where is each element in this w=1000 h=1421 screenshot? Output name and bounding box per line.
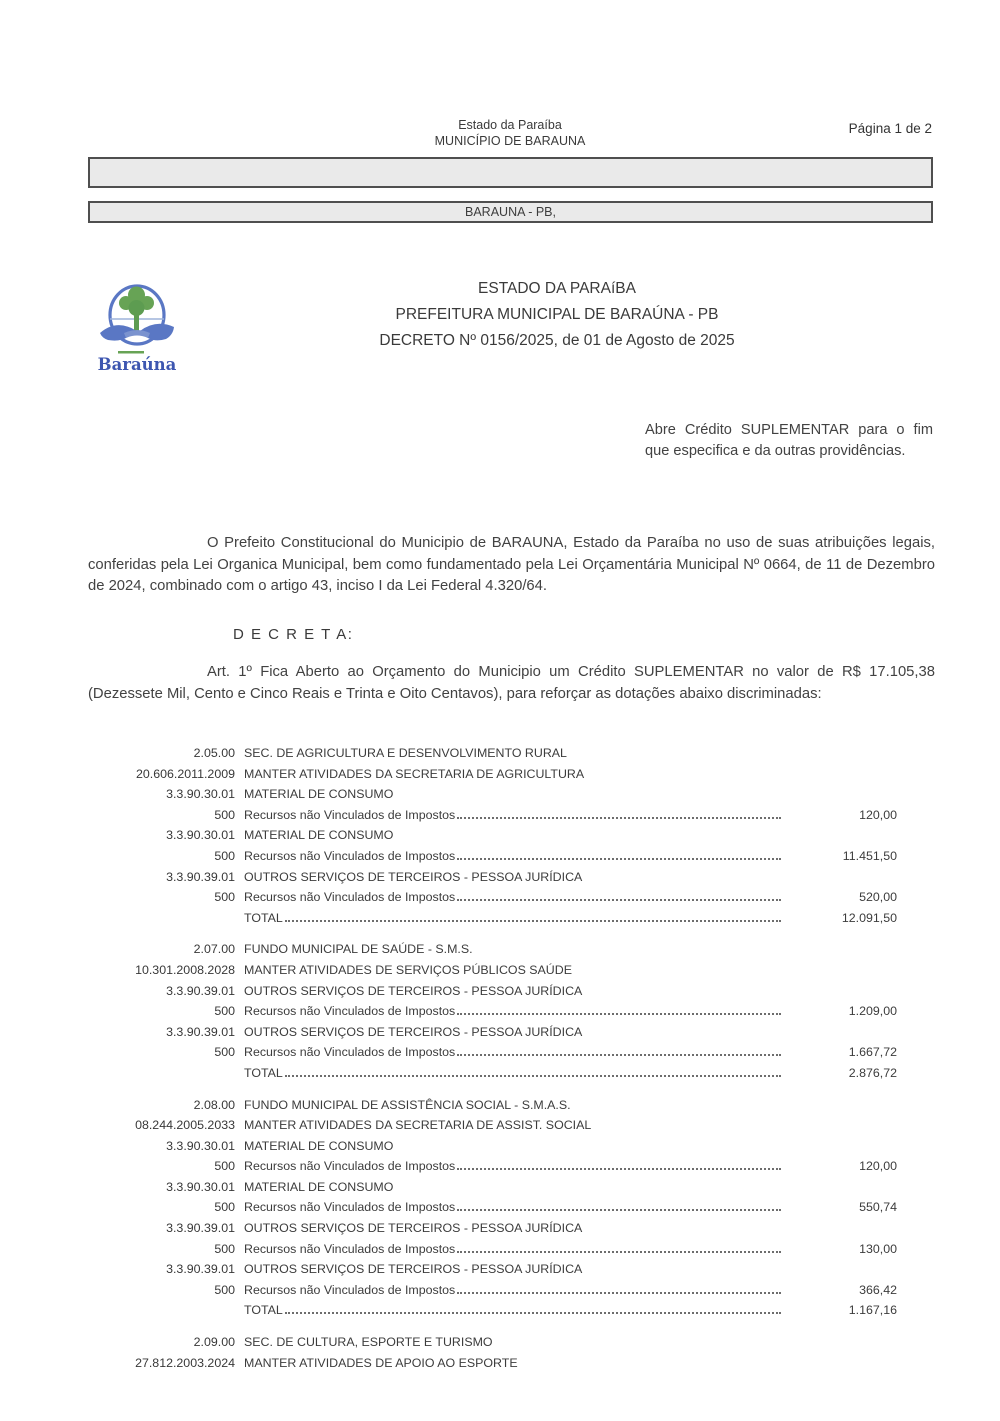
decree-title (114, 276, 1000, 354)
dotted-leader (457, 1013, 781, 1015)
row-description: OUTROS SERVIÇOS DE TERCEIROS - PESSOA JURÍDICA (244, 869, 583, 884)
table-row (85, 870, 897, 891)
row-description: OUTROS SERVIÇOS DE TERCEIROS - PESSOA JURÍDICA (244, 983, 583, 998)
row-description: Recursos não Vinculados de Impostos (244, 890, 456, 905)
table-row (85, 1025, 897, 1046)
header-city-box: BARAUNA - PB, (88, 201, 933, 223)
row-description: MANTER ATIVIDADES DE SERVIÇOS PÚBLICOS SAÚDE (244, 962, 572, 977)
letterhead-state: Estado da Paraíba (458, 118, 562, 132)
row-code: 3.3.90.39.01 (166, 869, 235, 884)
table-row (85, 911, 897, 932)
article-1-text: Art. 1º Fica Aberto ao Orçamento do Municipio um Crédito SUPLEMENTAR no valor de R$ 17.105,38 (Dezessete Mil, Cento e Cinco Reais e Trinta e Oito Centavos), para reforçar as dotações abaixo discriminadas: (88, 664, 935, 702)
table-row (85, 808, 897, 829)
row-description: FUNDO MUNICIPAL DE SAÚDE - S.M.S. (244, 942, 473, 957)
dotted-leader (285, 1312, 781, 1314)
row-description: MANTER ATIVIDADES DA SECRETARIA DE AGRICULTURA (244, 766, 585, 781)
row-value: 1.209,00 (848, 1004, 897, 1019)
dotacoes-table (85, 746, 897, 1387)
table-row (85, 1004, 897, 1025)
table-row (85, 890, 897, 911)
dotacao-section (85, 746, 897, 931)
row-description: SEC. DE AGRICULTURA E DESENVOLVIMENTO RURAL (244, 746, 567, 760)
header-empty-box (88, 157, 933, 188)
row-code: 3.3.90.39.01 (166, 1024, 235, 1039)
table-row (85, 942, 897, 963)
row-code: 08.244.2005.2033 (135, 1118, 235, 1133)
table-row (85, 1139, 897, 1160)
row-description: OUTROS SERVIÇOS DE TERCEIROS - PESSOA JURÍDICA (244, 1221, 583, 1236)
table-row (85, 1221, 897, 1242)
row-code: 2.08.00 (193, 1097, 235, 1112)
row-code: 10.301.2008.2028 (135, 962, 235, 977)
row-code: 500 (214, 1241, 235, 1256)
ementa-text: Abre Crédito SUPLEMENTAR para o fim que especifica e da outras providências. (645, 422, 933, 459)
row-description: FUNDO MUNICIPAL DE ASSISTÊNCIA SOCIAL - S.M.A.S. (244, 1097, 571, 1112)
dotted-leader (457, 1209, 781, 1211)
row-code: 2.05.00 (193, 746, 235, 760)
table-row (85, 1118, 897, 1139)
row-value: 1.167,16 (848, 1303, 897, 1318)
row-code: 3.3.90.30.01 (166, 1179, 235, 1194)
row-description: Recursos não Vinculados de Impostos (244, 1282, 456, 1297)
row-description: MANTER ATIVIDADES DA SECRETARIA DE ASSIST. SOCIAL (244, 1118, 592, 1133)
row-description: MATERIAL DE CONSUMO (244, 1179, 394, 1194)
dotted-leader (457, 1292, 781, 1294)
title-decreto-number: DECRETO Nº 0156/2025, de 01 de Agosto de 2025 (379, 332, 735, 349)
row-code: 500 (214, 1004, 235, 1019)
letterhead-municipality: MUNICÍPIO DE BARAUNA (434, 133, 586, 148)
row-code: 3.3.90.30.01 (166, 1138, 235, 1153)
row-description: TOTAL (244, 1303, 283, 1318)
preamble-text: O Prefeito Constitucional do Municipio de BARAUNA, Estado da Paraíba no uso de suas atribuições legais, conferidas pela Lei Organica Municipal, bem como fundamentado pela Lei Orçamentária Municipal Nº 0664, de 11 de Dezembro de 2024, combinado com o artigo 43, inciso I da Lei Federal 4.320/64. (88, 535, 935, 594)
table-row (85, 1180, 897, 1201)
row-description: OUTROS SERVIÇOS DE TERCEIROS - PESSOA JURÍDICA (244, 1024, 583, 1039)
table-row (85, 1098, 897, 1119)
dotted-leader (457, 1054, 781, 1056)
title-state: ESTADO DA PARAíBA (478, 280, 636, 297)
row-value: 11.451,50 (842, 848, 897, 863)
row-description: MATERIAL DE CONSUMO (244, 1138, 394, 1153)
row-code: 500 (214, 848, 235, 863)
dotacao-section (85, 1098, 897, 1325)
table-row (85, 828, 897, 849)
dotacao-section (85, 942, 897, 1086)
row-code: 500 (214, 1282, 235, 1297)
row-code: 3.3.90.39.01 (166, 1262, 235, 1277)
row-value: 1.667,72 (848, 1045, 897, 1060)
table-row (85, 1200, 897, 1221)
dotted-leader (285, 920, 781, 922)
row-code: 3.3.90.39.01 (166, 983, 235, 998)
table-row (85, 1066, 897, 1087)
dotted-leader (457, 899, 781, 901)
row-description: TOTAL (244, 1065, 283, 1080)
row-value: 366,42 (859, 1282, 897, 1297)
table-row (85, 767, 897, 788)
dotted-leader (457, 1251, 781, 1253)
row-code: 2.09.00 (193, 1335, 235, 1350)
row-code: 500 (214, 890, 235, 905)
table-row (85, 1242, 897, 1263)
table-row (85, 1283, 897, 1304)
row-code: 3.3.90.30.01 (166, 787, 235, 802)
page-number: Página 1 de 2 (848, 121, 932, 136)
table-row (85, 1356, 897, 1377)
row-description: TOTAL (244, 910, 283, 925)
table-row (85, 746, 897, 767)
table-row (85, 1335, 897, 1356)
row-code: 500 (214, 1159, 235, 1174)
row-description: Recursos não Vinculados de Impostos (244, 1045, 456, 1060)
dotacao-section (85, 1335, 897, 1376)
row-value: 2.876,72 (848, 1065, 897, 1080)
table-row (85, 963, 897, 984)
row-description: Recursos não Vinculados de Impostos (244, 1159, 456, 1174)
table-row (85, 1262, 897, 1283)
row-description: Recursos não Vinculados de Impostos (244, 1004, 456, 1019)
row-description: Recursos não Vinculados de Impostos (244, 1241, 456, 1256)
row-code: 2.07.00 (193, 942, 235, 957)
table-row (85, 1159, 897, 1180)
dotted-leader (457, 858, 781, 860)
decreta-heading: D E C R E T A: (233, 626, 354, 643)
row-description: Recursos não Vinculados de Impostos (244, 848, 456, 863)
dotted-leader (457, 1168, 781, 1170)
table-row (85, 787, 897, 808)
title-prefeitura: PREFEITURA MUNICIPAL DE BARAÚNA - PB (395, 306, 719, 323)
row-description: MATERIAL DE CONSUMO (244, 787, 394, 802)
table-row (85, 1045, 897, 1066)
table-row (85, 984, 897, 1005)
row-description: SEC. DE CULTURA, ESPORTE E TURISMO (244, 1335, 493, 1350)
row-code: 500 (214, 1045, 235, 1060)
row-description: OUTROS SERVIÇOS DE TERCEIROS - PESSOA JURÍDICA (244, 1262, 583, 1277)
row-description: Recursos não Vinculados de Impostos (244, 1200, 456, 1215)
row-code: 20.606.2011.2009 (136, 766, 235, 781)
row-value: 120,00 (859, 807, 897, 822)
row-value: 550,74 (859, 1200, 897, 1215)
row-description: Recursos não Vinculados de Impostos (244, 807, 456, 822)
table-row (85, 849, 897, 870)
logo-wordmark: Baraúna (97, 355, 177, 374)
row-description: MATERIAL DE CONSUMO (244, 828, 394, 843)
row-code: 3.3.90.30.01 (166, 828, 235, 843)
dotted-leader (285, 1075, 781, 1077)
table-row (85, 1303, 897, 1324)
row-value: 120,00 (859, 1159, 897, 1174)
row-value: 12.091,50 (841, 910, 897, 925)
row-code: 500 (214, 807, 235, 822)
row-value: 130,00 (859, 1241, 897, 1256)
row-code: 500 (214, 1200, 235, 1215)
row-code: 3.3.90.39.01 (166, 1221, 235, 1236)
dotted-leader (457, 817, 781, 819)
row-value: 520,00 (859, 890, 897, 905)
row-code: 27.812.2003.2024 (135, 1355, 235, 1370)
row-description: MANTER ATIVIDADES DE APOIO AO ESPORTE (244, 1355, 518, 1370)
